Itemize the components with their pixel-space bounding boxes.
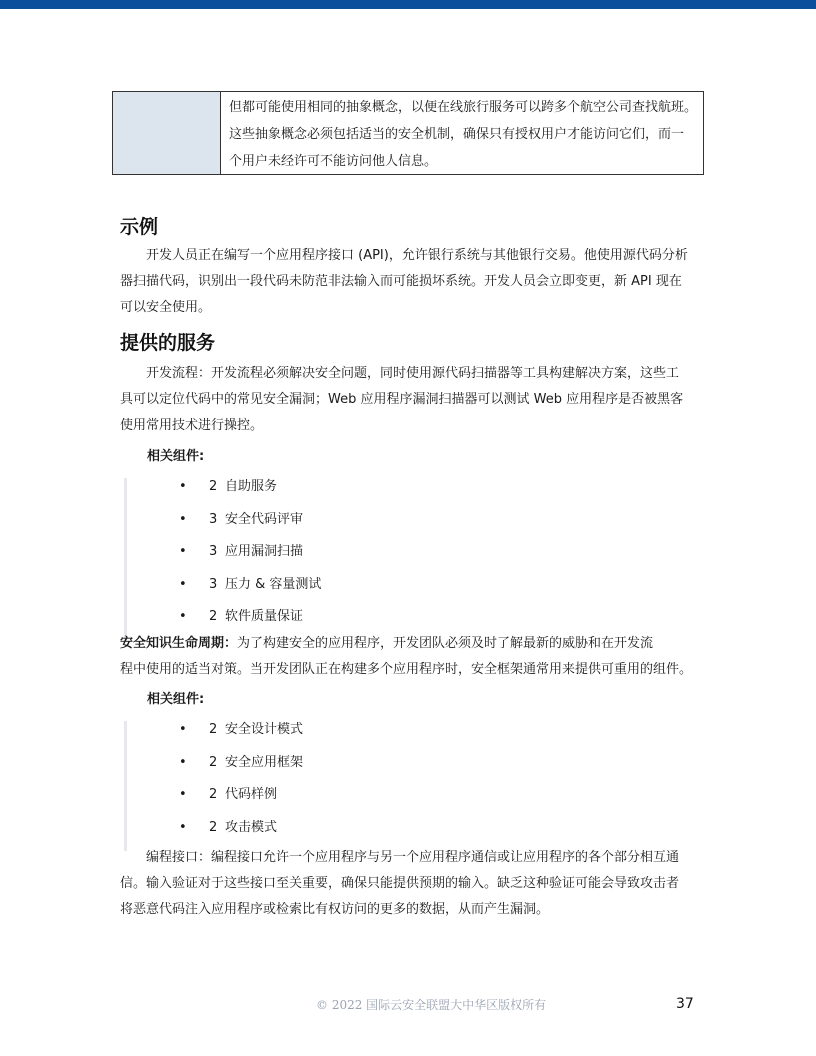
list-item xyxy=(127,786,527,819)
bullet: • xyxy=(179,479,187,494)
item-number: 2 xyxy=(209,479,218,494)
api-paragraph xyxy=(120,845,696,923)
item-number: 2 xyxy=(209,722,218,737)
bullet: • xyxy=(179,754,187,770)
table-right-cell xyxy=(221,92,703,174)
table-line: 这些抽象概念必须包括适当的安全机制，确保只有授权用户才能访问它们，而一 xyxy=(229,127,685,142)
lifecycle-line: 为了构建安全的应用程序，开发团队必须及时了解最新的威胁和在开发流 xyxy=(237,636,654,651)
bullet: • xyxy=(179,544,187,559)
item-text: 安全代码评审 xyxy=(225,511,304,527)
lifecycle-bold-label: 安全知识生命周期： xyxy=(120,636,238,651)
bullet: • xyxy=(179,576,187,592)
example-line: 可以安全使用。 xyxy=(120,300,212,315)
list-item xyxy=(127,543,527,576)
continuation-table xyxy=(112,91,704,175)
list-item xyxy=(127,576,527,609)
bullet: • xyxy=(179,511,187,527)
dev-process-line: 开发流程：开发流程必须解决安全问题，同时使用源代码扫描器等工具构建解决方案，这些工 xyxy=(146,366,680,381)
item-number: 2 xyxy=(209,787,218,802)
services-heading: 提供的服务 xyxy=(120,332,216,354)
item-number: 2 xyxy=(209,609,218,624)
example-paragraph xyxy=(120,243,696,321)
dev-process-line: 使用常用技术进行操控。 xyxy=(120,418,264,433)
item-text: 安全应用框架 xyxy=(225,754,304,770)
list-item xyxy=(127,754,527,787)
related-components-label: 相关组件: xyxy=(147,449,205,464)
dev-process-paragraph xyxy=(120,361,696,439)
item-number: 2 xyxy=(209,754,218,770)
example-heading: 示例 xyxy=(120,216,159,238)
lifecycle-paragraph xyxy=(120,631,696,683)
related-components-list xyxy=(124,478,527,641)
item-text: 软件质量保证 xyxy=(225,609,304,624)
top-accent-bar xyxy=(0,0,816,9)
list-item xyxy=(127,511,527,544)
table-left-cell xyxy=(113,92,221,174)
item-number: 3 xyxy=(209,511,218,527)
footer-copyright: © 2022 国际云安全联盟大中华区版权所有 xyxy=(316,998,547,1012)
bullet: • xyxy=(179,609,187,624)
api-line: 编程接口：编程接口允许一个应用程序与另一个应用程序通信或让应用程序的各个部分相互通 xyxy=(146,850,680,865)
item-text: 自助服务 xyxy=(225,479,278,494)
list-item xyxy=(127,478,527,511)
dev-process-line: 具可以定位代码中的常见安全漏洞；Web 应用程序漏洞扫描器可以测试 Web 应用程序是否被黑客 xyxy=(120,392,684,407)
bullet: • xyxy=(179,787,187,802)
item-text: 代码样例 xyxy=(225,787,278,802)
related-components-list xyxy=(124,721,527,851)
table-line: 个用户未经许可不能访问他人信息。 xyxy=(229,154,438,169)
page-number: 37 xyxy=(676,996,694,1012)
table-line: 但都可能使用相同的抽象概念，以便在线旅行服务可以跨多个航空公司查找航班。 xyxy=(229,100,698,115)
item-text: 安全设计模式 xyxy=(225,722,304,737)
item-text: 压力 & 容量测试 xyxy=(225,576,322,592)
example-line: 开发人员正在编写一个应用程序接口 (API)，允许银行系统与其他银行交易。他使用源代码分析 xyxy=(146,248,688,263)
api-line: 将恶意代码注入应用程序或检索比有权访问的更多的数据，从而产生漏洞。 xyxy=(120,902,550,917)
item-text: 应用漏洞扫描 xyxy=(225,544,304,559)
item-number: 3 xyxy=(209,576,218,592)
bullet: • xyxy=(179,722,187,737)
bullet: • xyxy=(179,819,187,835)
item-text: 攻击模式 xyxy=(225,819,278,835)
related-components-label: 相关组件: xyxy=(147,692,205,707)
list-item xyxy=(127,721,527,754)
item-number: 2 xyxy=(209,819,218,835)
lifecycle-line: 程中使用的适当对策。当开发团队正在构建多个应用程序时，安全框架通常用来提供可重用的组件。 xyxy=(120,662,693,677)
item-number: 3 xyxy=(209,544,218,559)
example-line: 器扫描代码，识别出一段代码未防范非法输入而可能损坏系统。开发人员会立即变更，新 API 现在 xyxy=(120,274,682,289)
api-line: 信。输入验证对于这些接口至关重要，确保只能提供预期的输入。缺乏这种验证可能会导致攻击者 xyxy=(120,876,680,891)
